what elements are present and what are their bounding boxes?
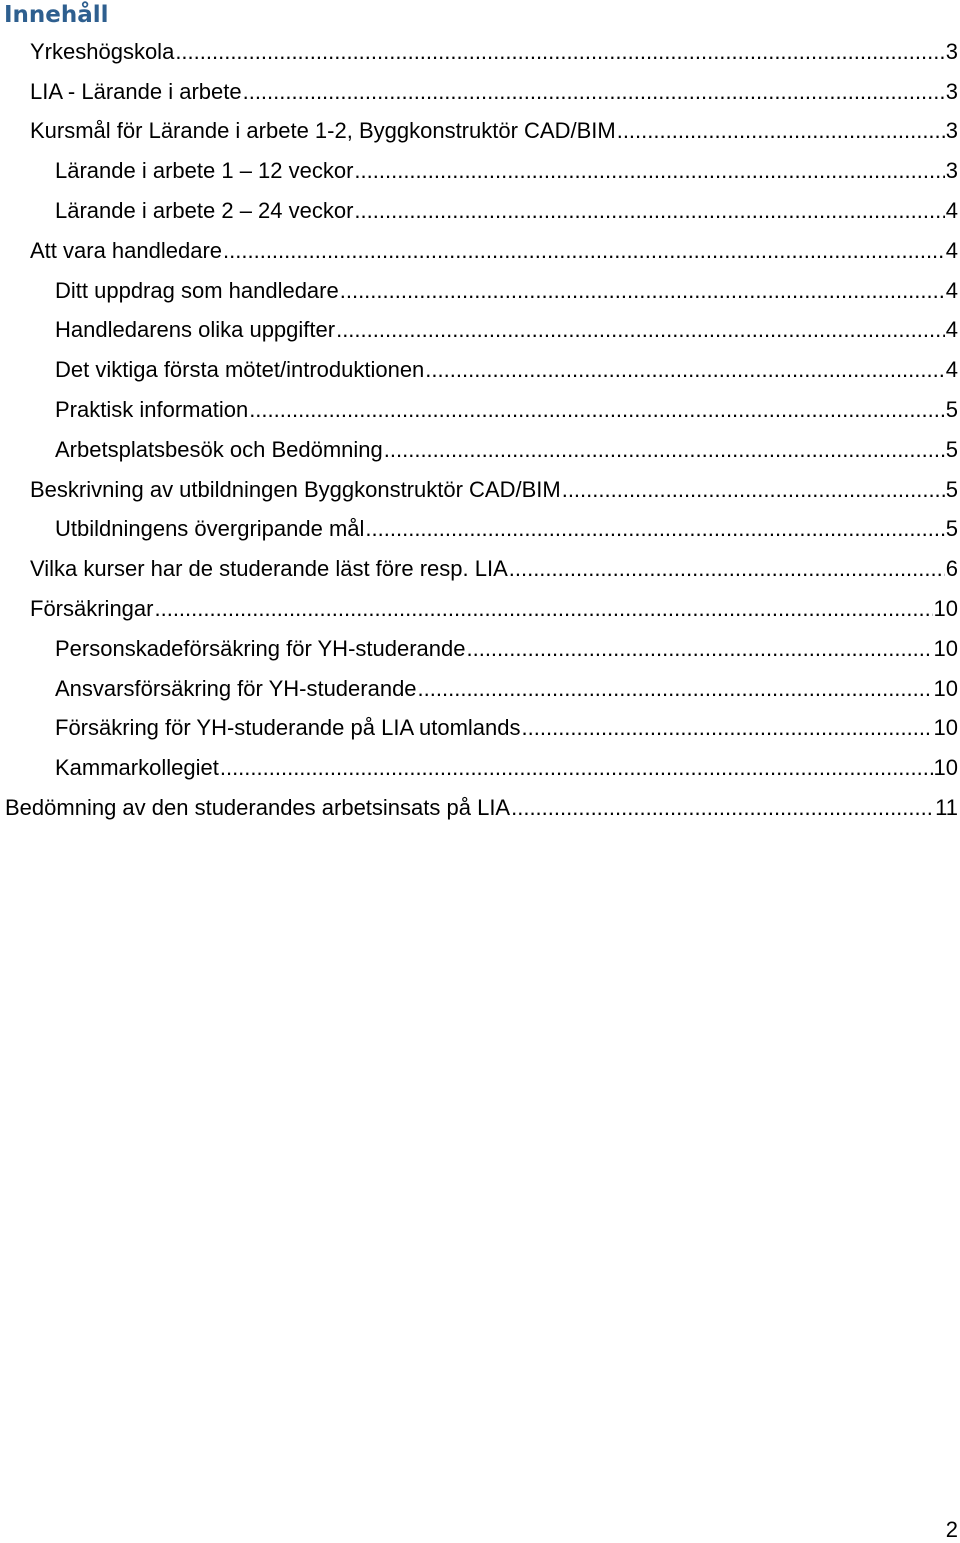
toc-entry[interactable] — [0, 430, 960, 470]
dot-leader — [418, 676, 933, 702]
toc-entry-title: Kursmål för Lärande i arbete 1-2, Byggkonstruktör CAD/BIM — [30, 118, 616, 144]
toc-entry-title: Yrkeshögskola — [30, 38, 175, 64]
toc-entry[interactable] — [0, 669, 960, 709]
dot-leader — [617, 118, 945, 144]
dot-leader — [220, 755, 933, 781]
toc-entry-title: Lärande i arbete 1 – 12 veckor — [55, 158, 354, 184]
toc-entry-title: Personskadeförsäkring för YH-studerande — [55, 635, 466, 661]
toc-entry-title: Ditt uppdrag som handledare — [55, 277, 339, 303]
dot-leader — [354, 198, 944, 224]
toc-entry[interactable] — [0, 151, 960, 191]
toc-entry[interactable] — [0, 350, 960, 390]
toc-entry-page: 4 — [945, 277, 958, 303]
toc-entry-title: Beskrivning av utbildningen Byggkonstruktör CAD/BIM — [30, 476, 561, 502]
toc-entry[interactable] — [0, 709, 960, 749]
toc-entry-title: Lärande i arbete 2 – 24 veckor — [55, 198, 354, 224]
dot-leader — [340, 278, 945, 304]
toc-entry-title: LIA - Lärande i arbete — [30, 78, 242, 104]
toc-heading: Innehåll — [4, 2, 109, 28]
dot-leader — [175, 39, 944, 65]
toc-entry-title: Praktisk information — [55, 397, 249, 423]
toc-entry-page: 5 — [945, 516, 958, 542]
toc-entry[interactable] — [0, 271, 960, 311]
toc-entry-page: 11 — [935, 795, 958, 821]
toc-entry[interactable] — [0, 311, 960, 351]
toc-entry-page: 3 — [945, 158, 958, 184]
dot-leader — [562, 477, 945, 503]
toc-entry[interactable] — [0, 470, 960, 510]
table-of-contents — [0, 32, 960, 828]
toc-entry-title: Det viktiga första mötet/introduktionen — [55, 357, 425, 383]
toc-entry-page: 6 — [945, 556, 958, 582]
toc-entry-page: 4 — [945, 317, 958, 343]
toc-entry[interactable] — [0, 191, 960, 231]
toc-entry-title: Försäkringar — [30, 596, 154, 622]
dot-leader — [511, 795, 934, 821]
toc-entry-title: Handledarens olika uppgifter — [55, 317, 336, 343]
toc-entry-page: 4 — [945, 237, 958, 263]
dot-leader — [354, 158, 944, 184]
dot-leader — [509, 556, 945, 582]
toc-entry-title: Arbetsplatsbesök och Bedömning — [55, 436, 383, 462]
toc-entry-title: Vilka kurser har de studerande läst före resp. LIA — [30, 556, 508, 582]
dot-leader — [249, 397, 945, 423]
dot-leader — [243, 79, 945, 105]
toc-entry-page: 5 — [945, 436, 958, 462]
toc-entry-title: Kammarkollegiet — [55, 755, 219, 781]
toc-entry-page: 5 — [945, 397, 958, 423]
dot-leader — [365, 516, 944, 542]
dot-leader — [154, 596, 932, 622]
toc-entry-page: 10 — [933, 715, 958, 741]
toc-entry-title: Att vara handledare — [30, 237, 223, 263]
toc-entry-page: 10 — [933, 635, 958, 661]
toc-entry[interactable] — [0, 32, 960, 72]
toc-entry[interactable] — [0, 549, 960, 589]
toc-entry[interactable] — [0, 112, 960, 152]
toc-entry-page: 3 — [945, 38, 958, 64]
dot-leader — [223, 238, 945, 264]
toc-entry-title: Bedömning av den studerandes arbetsinsats på LIA — [5, 795, 511, 821]
toc-entry-page: 10 — [933, 755, 958, 781]
toc-entry-title: Ansvarsförsäkring för YH-studerande — [55, 675, 417, 701]
dot-leader — [466, 636, 932, 662]
toc-entry[interactable] — [0, 629, 960, 669]
toc-entry-page: 4 — [945, 198, 958, 224]
page-number: 2 — [945, 1517, 958, 1542]
dot-leader — [522, 715, 933, 741]
toc-entry[interactable] — [0, 72, 960, 112]
dot-leader — [425, 357, 944, 383]
toc-entry-page: 3 — [945, 78, 958, 104]
toc-entry[interactable] — [0, 589, 960, 629]
toc-entry-page: 5 — [945, 476, 958, 502]
toc-entry[interactable] — [0, 748, 960, 788]
toc-entry-title: Försäkring för YH-studerande på LIA utomlands — [55, 715, 521, 741]
toc-entry-page: 3 — [945, 118, 958, 144]
toc-entry[interactable] — [0, 231, 960, 271]
toc-entry-page: 4 — [945, 357, 958, 383]
toc-entry-page: 10 — [933, 596, 958, 622]
toc-entry[interactable] — [0, 390, 960, 430]
toc-entry[interactable] — [0, 788, 960, 828]
toc-entry-page: 10 — [933, 675, 958, 701]
dot-leader — [336, 317, 945, 343]
toc-entry-title: Utbildningens övergripande mål — [55, 516, 365, 542]
dot-leader — [384, 437, 945, 463]
toc-entry[interactable] — [0, 510, 960, 550]
